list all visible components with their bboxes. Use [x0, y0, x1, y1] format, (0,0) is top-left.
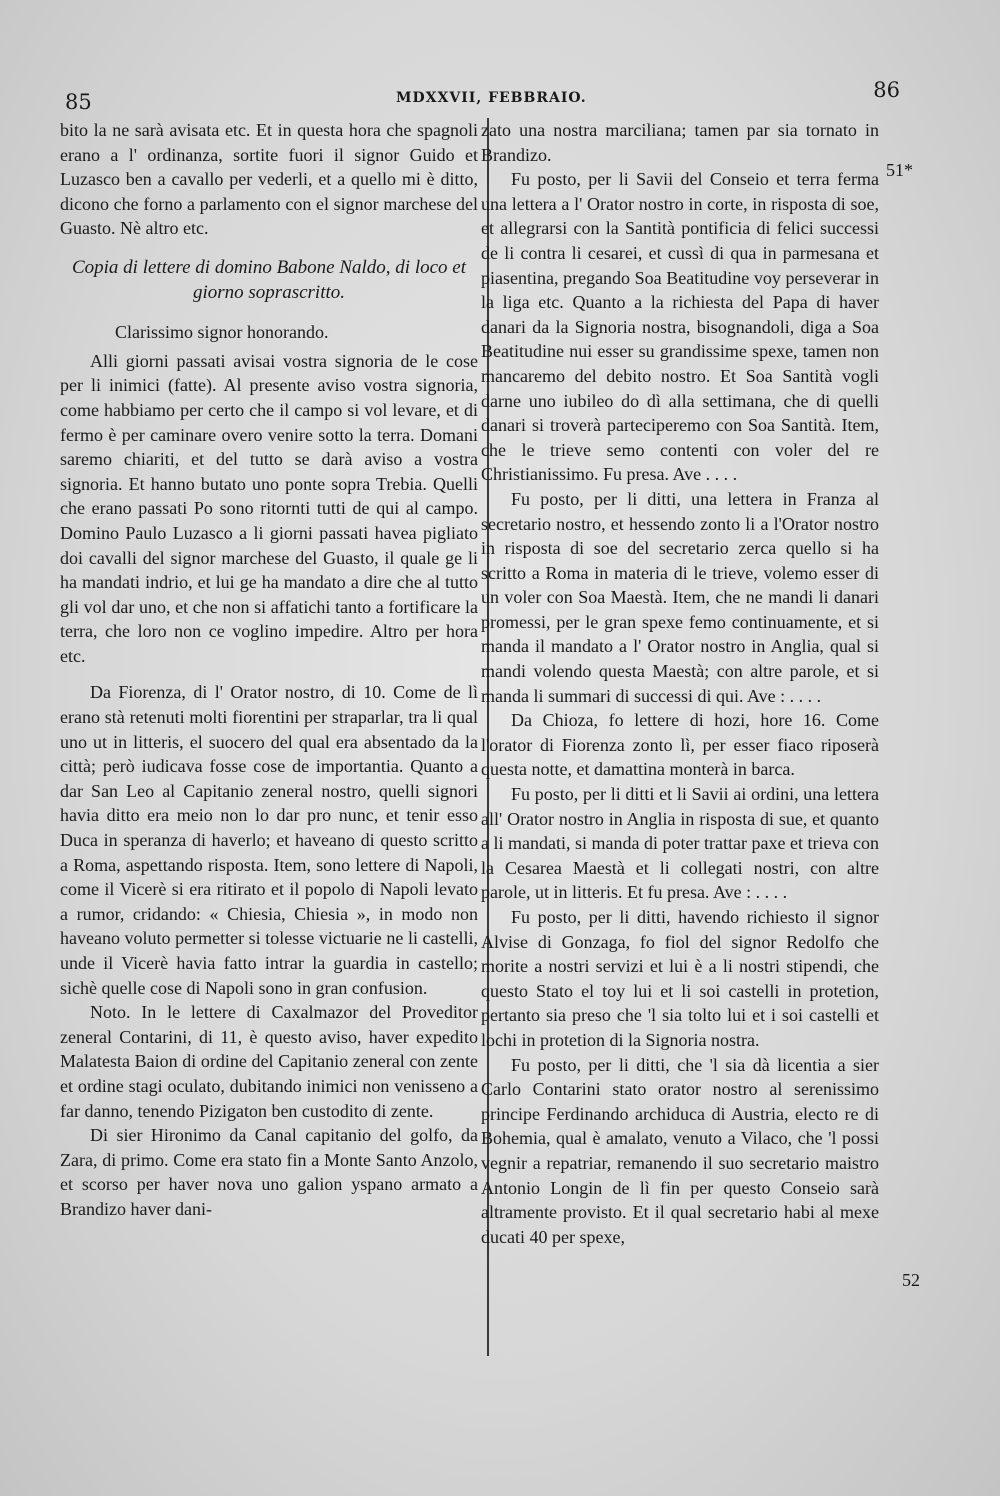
- paragraph: Di sier Hironimo da Canal capitanio del golfo, da Zara, di primo. Come era stato fin a Monte Santo Anzolo, et scorso per haver nova uno galion yspano armato a Brandizo haver dani-: [60, 1125, 478, 1219]
- paragraph: Fu posto, per li ditti, havendo richiesto il signor Alvise di Gonzaga, fo fiol del signor Redolfo che morite a nostri servizi et lui è a li nostri stipendi, che questo Stato el toy lui et li soi castelli in protetion, pertanto sia preso che 'l sia tolto lui et i soi castelli et lochi in protetion di la Signoria nostra.: [481, 907, 879, 1050]
- paragraph: zato una nostra marciliana; tamen par sia tornato in Brandizo.: [481, 120, 879, 165]
- paragraph: Da Fiorenza, di l' Orator nostro, di 10. Come de lì erano stà retenuti molti fiorentini per straparlar, tra li qual uno ut in litteris, el suocero del qual era absentado da la città; però iudicava fosse cose de importantia. Quanto a dar San Leo al Capitanio zeneral nostro, quelli signori havia ditto era meio non lo dar pro nunc, et tenir esso Duca in speranza di haverlo; et haveano di questo scritto a Roma, aspettando risposta. Item, sono lettere di Napoli, come il Vicerè si era ritirato et il popolo di Napoli levato a rumor, cridando: « Chiesia, Chiesia », in modo non haveano voluto permetter si tolesse victuarie ne li castelli, unde il Vicerè havia fatto intrar la guardia in castello; sichè quelle cose di Napoli sono in gran confusion.: [60, 682, 478, 998]
- paragraph: Fu posto, per li ditti et li Savii ai ordini, una lettera all' Orator nostro in Anglia in risposta di sue, et quanto a li mandati, si manda di poter trattar paxe et trieva con la Cesarea Maestà et li collegati nostri, con altre parole, ut in litteris. Et fu presa. Ave : . . . .: [481, 784, 879, 903]
- section-heading: Copia di lettere di domino Babone Naldo, di loco et giorno soprascritto.: [71, 256, 467, 303]
- running-title: MDXXVII, FEBBRAIO.: [396, 90, 587, 106]
- paragraph: Alli giorni passati avisai vostra signoria de le cose per li inimici (fatte). Al presente aviso vostra signoria, come habbiamo per certo che il campo si vol levare, et di fermo è per caminare overo venire sotto la terra. Domani saremo chiariti, et del tutto se darà aviso a vostra signoria. Et hanno butato uno ponte sopra Trebia. Quelli che erano passati Po sono ritornti tutti de qui al campo. Domino Paulo Luzasco a li giorni passati havea pigliato doi cavalli del signor marchese del Guasto, il quale ge li ha mandati indrio, et lui ge ha mandato a dire che al tutto gli vol dar uno, et che non si affatichi tanto a fortificare la terra, che loro non ce voglino impedire. Altro per hora etc.: [60, 350, 478, 666]
- page-header: [60, 78, 900, 114]
- paragraph: Fu posto, per li ditti, una lettera in Franza al secretario nostro, et hessendo zonto li a l'Orator nostro in risposta di soe del secretario zerca quello si ha scritto a Roma in materia di le trieve, volemo esser di un voler con Soa Maestà. Item, che ne mandi li danari promessi, per le gran spexe femo continuamente, et si manda il mandato a l' Orator nostro in Anglia, qual si mandi volendo questa Maestà; con altre parole, et si manda li summari di successi di qui. Ave : . . . .: [481, 488, 879, 706]
- paragraph: Da Chioza, fo lettere di hozi, hore 16. Come l'orator di Fiorenza zonto lì, per esser fiaco riposerà questa notte, et damattina monterà in barca.: [481, 710, 879, 780]
- salutation: Clarissimo signor honorando.: [115, 322, 329, 343]
- margin-note-number: 52: [902, 1270, 920, 1290]
- left-column: [60, 118, 478, 1222]
- right-column: [481, 118, 879, 1249]
- margin-note-number: 51*: [886, 160, 913, 180]
- paragraph: bito la ne sarà avisata etc. Et in questa hora che spagnoli erano a l' ordinanza, sortite fuori il signor Guido et Luzasco ben a cavallo per vederli, et a quello mi è ditto, dicono che forno a parlamento con el signor marchese del Guasto. Nè altro etc.: [60, 120, 478, 239]
- page-number-left: 85: [65, 90, 92, 114]
- paragraph: Fu posto, per li ditti, che 'l sia dà licentia a sier Carlo Contarini stato orator nostro al serenissimo principe Ferdinando archiduca di Austria, electo re di Bohemia, qual è amalato, venuto a Vilaco, che 'l possi vegnir a repatriar, remanendo il suo secretario maistro Antonio Longin de lì fin per questo Conseio sarà altramente provisto. Et il qual secretario habi al mexe ducati 40 per spexe,: [481, 1054, 879, 1247]
- paragraph: Noto. In le lettere di Caxalmazor del Proveditor zeneral Contarini, di 11, è questo aviso, haver expedito Malatesta Baion di ordine del Capitanio zeneral con zente et ordine stagi oculato, dubitando inimici non venisseno a far danno, tenendo Pizigaton ben custodito di zente.: [60, 1002, 478, 1121]
- paragraph: Fu posto, per li Savii del Conseio et terra ferma una lettera a l' Orator nostro in corte, in risposta di soe, et allegrarsi con la Santità pontificia di felici successi de li contra li cesarei, et cussì di qua in parmesana et piasentina, pregando Soa Beatitudine voy perseverar in la liga etc. Quanto a la richiesta del Papa di haver danari da la Signoria nostra, bisognandoli, diga a Soa Beatitudine nui esser su grandissime spexe, tamen non mancaremo del debito nostro. Et Soa Santità vogli darne uno iubileo do dì alla settimana, che di quelli danari si troverà parteciperemo con Soa Santità. Item, che le trieve semo contenti con voler del re Christianissimo. Fu presa. Ave . . . .: [481, 169, 879, 485]
- page-number-right: 86: [873, 78, 900, 102]
